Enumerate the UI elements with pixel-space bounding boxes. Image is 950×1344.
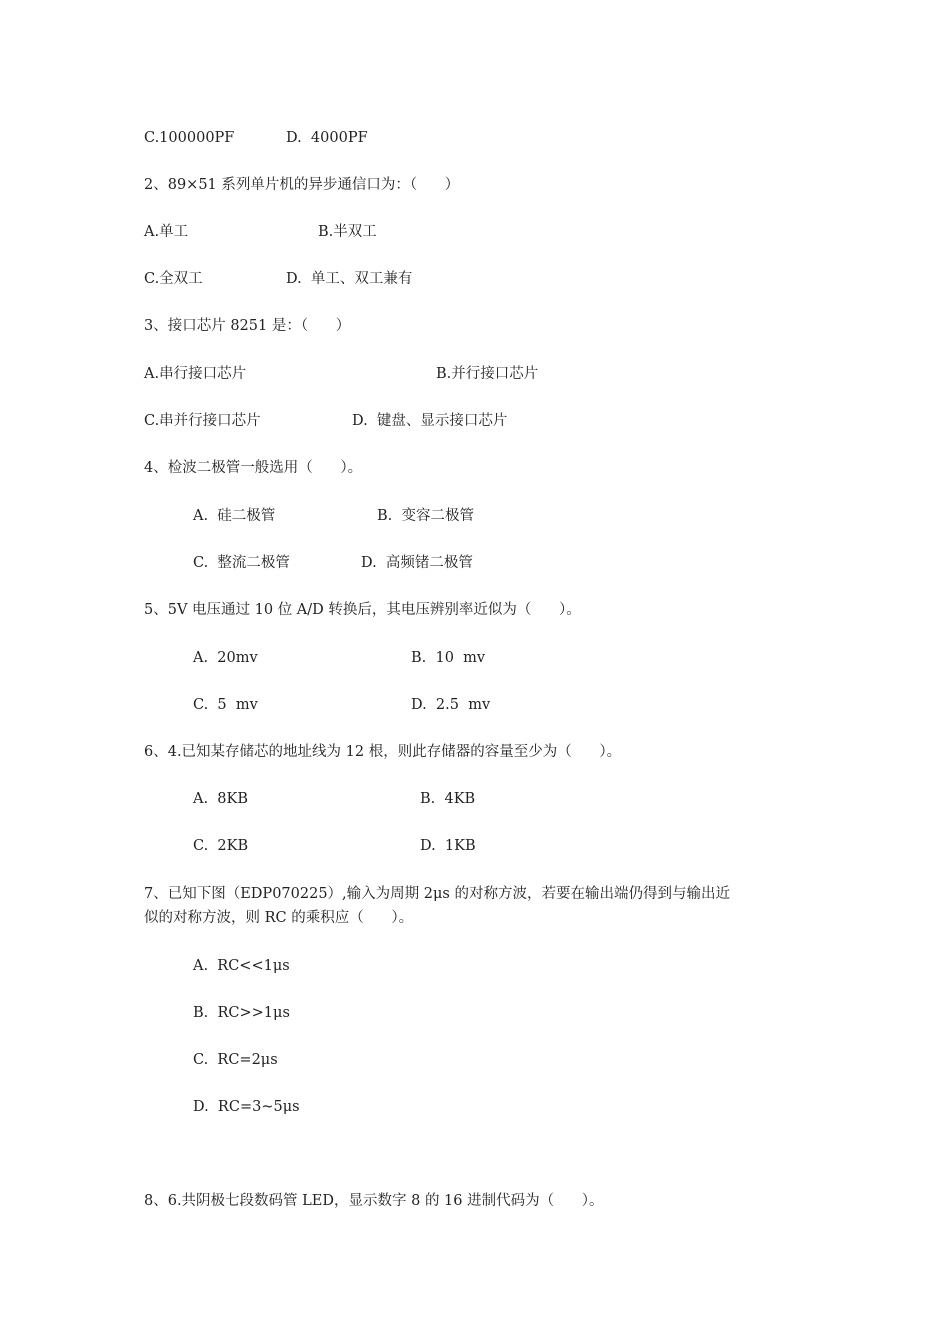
q7-option-d: D. RC=3~5μs <box>193 1099 300 1115</box>
q5-option-a: A. 20mv <box>193 650 258 666</box>
q6-stem: 6、4.已知某存储芯的地址线为 12 根，则此存储器的容量至少为（ ）。 <box>144 744 622 760</box>
q2-stem: 2、89×51 系列单片机的异步通信口为：（ ） <box>144 177 460 193</box>
q6-option-b: B. 4KB <box>420 791 476 807</box>
q3-option-a: A.串行接口芯片 <box>144 366 247 382</box>
q6-option-a: A. 8KB <box>193 791 249 807</box>
q2-option-c: C.全双工 <box>144 271 203 287</box>
q1-option-d: D. 4000PF <box>286 130 368 146</box>
q4-stem: 4、检波二极管一般选用（ ）。 <box>144 460 363 476</box>
q2-option-b: B.半双工 <box>318 224 377 240</box>
q2-option-a: A.单工 <box>144 224 189 240</box>
q2-option-d: D. 单工、双工兼有 <box>286 271 413 287</box>
q6-option-c: C. 2KB <box>193 838 249 854</box>
q7-option-c: C. RC=2μs <box>193 1052 278 1068</box>
q7-option-b: B. RC>>1μs <box>193 1005 290 1021</box>
q4-option-b: B. 变容二极管 <box>377 508 474 524</box>
q5-option-b: B. 10 mv <box>411 650 486 666</box>
q4-option-a: A. 硅二极管 <box>193 508 276 524</box>
q4-option-d: D. 高频锗二极管 <box>361 555 473 571</box>
q1-option-c: C.100000PF <box>144 130 235 146</box>
q3-option-b: B.并行接口芯片 <box>436 366 539 382</box>
q5-option-c: C. 5 mv <box>193 697 258 713</box>
q3-option-c: C.串并行接口芯片 <box>144 413 261 429</box>
q6-option-d: D. 1KB <box>420 838 476 854</box>
q5-stem: 5、5V 电压通过 10 位 A/D 转换后，其电压辨别率近似为（ ）。 <box>144 602 581 618</box>
q7-stem-line2: 似的对称方波，则 RC 的乘积应（ ）。 <box>144 910 414 926</box>
q4-option-c: C. 整流二极管 <box>193 555 290 571</box>
q5-option-d: D. 2.5 mv <box>411 697 491 713</box>
q3-stem: 3、接口芯片 8251 是：（ ） <box>144 318 351 334</box>
q7-option-a: A. RC<<1μs <box>193 958 290 974</box>
q3-option-d: D. 键盘、显示接口芯片 <box>352 413 508 429</box>
q7-stem-line1: 7、已知下图（EDP070225）,输入为周期 2μs 的对称方波，若要在输出端仍得到与输出近 <box>144 886 730 902</box>
q8-stem: 8、6.共阴极七段数码管 LED，显示数字 8 的 16 进制代码为（ ）。 <box>144 1193 604 1209</box>
